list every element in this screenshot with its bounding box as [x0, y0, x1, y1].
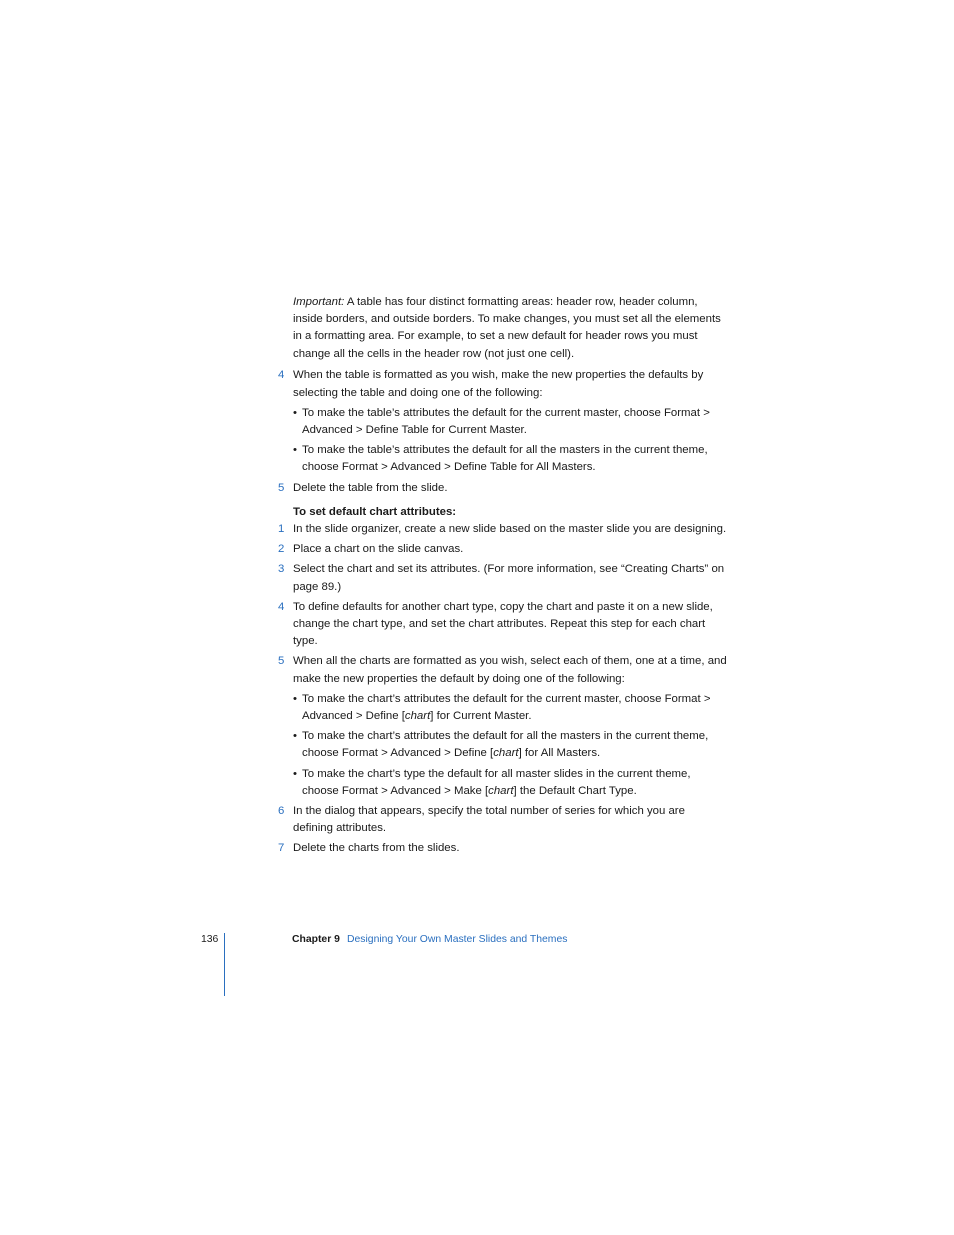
bullet-text: choose Format > Advanced > Define Table for All Masters.: [302, 461, 596, 473]
step-text: Delete the table from the slide.: [293, 482, 448, 494]
step-number: 3: [278, 563, 285, 575]
bullet-text: ] for All Masters.: [518, 747, 601, 759]
step-number: 1: [278, 523, 285, 535]
step-number: 6: [278, 805, 285, 817]
bullet-mark: •: [293, 693, 297, 705]
bullet-text: ] the Default Chart Type.: [513, 785, 637, 797]
important-line: A table has four distinct formatting areas: header row, header column,: [344, 296, 698, 308]
step-text: page 89.): [293, 581, 342, 593]
step-number: 2: [278, 543, 285, 555]
step-number: 5: [278, 655, 285, 667]
chart-placeholder: chart: [493, 747, 519, 759]
footer-divider: [224, 933, 225, 996]
step-number: 4: [278, 369, 285, 381]
step-text: Delete the charts from the slides.: [293, 842, 460, 854]
chart-placeholder: chart: [404, 710, 431, 722]
bullet-mark: •: [293, 407, 297, 419]
bullet-text: Advanced > Define [: [302, 710, 405, 722]
important-line: in a formatting area. For example, to set a new default for header rows you must: [293, 330, 698, 342]
step-text: selecting the table and doing one of the following:: [293, 387, 543, 399]
page-number: 136: [201, 934, 219, 945]
bullet-text: ] for Current Master.: [430, 710, 532, 722]
important-label: Important:: [293, 296, 345, 308]
step-number: 7: [278, 842, 285, 854]
bullet-text: To make the chart’s type the default for all master slides in the current theme,: [302, 768, 691, 780]
step-text: Place a chart on the slide canvas.: [293, 543, 464, 555]
step-text: make the new properties the default by doing one of the following:: [293, 673, 625, 685]
step-text: When the table is formatted as you wish, make the new properties the defaults by: [293, 369, 704, 381]
important-line: inside borders, and outside borders. To make changes, you must set all the elements: [293, 313, 721, 325]
bullet-text: choose Format > Advanced > Define [: [302, 747, 494, 759]
chart-placeholder: chart: [488, 785, 514, 797]
bullet-text: To make the table’s attributes the default for the current master, choose Format >: [302, 407, 710, 419]
bullet-mark: •: [293, 768, 297, 780]
step-text: defining attributes.: [293, 822, 387, 834]
chapter-label: Chapter 9: [292, 934, 340, 945]
step-number: 5: [278, 482, 285, 494]
bullet-mark: •: [293, 730, 297, 742]
step-text: change the chart type, and set the chart attributes. Repeat this step for each chart: [293, 618, 706, 630]
step-text: Select the chart and set its attributes. (For more information, see “Creating Charts” on: [293, 563, 725, 575]
step-text: In the slide organizer, create a new slide based on the master slide you are designing.: [293, 523, 727, 535]
step-text: In the dialog that appears, specify the total number of series for which you are: [293, 805, 685, 817]
bullet-mark: •: [293, 444, 297, 456]
step-text: type.: [293, 635, 318, 647]
important-line: change all the cells in the header row (not just one cell).: [293, 348, 575, 360]
bullet-text: Advanced > Define Table for Current Master.: [302, 424, 527, 436]
bullet-text: To make the table’s attributes the default for all the masters in the current theme,: [302, 444, 708, 456]
chapter-title: Designing Your Own Master Slides and Themes: [347, 934, 568, 945]
bullet-text: To make the chart’s attributes the default for the current master, choose Format >: [302, 693, 711, 705]
step-text: When all the charts are formatted as you wish, select each of them, one at a time, and: [293, 655, 727, 667]
section-heading: To set default chart attributes:: [293, 506, 457, 518]
bullet-text: choose Format > Advanced > Make [: [302, 785, 489, 797]
bullet-text: To make the chart’s attributes the default for all the masters in the current theme,: [302, 730, 709, 742]
step-text: To define defaults for another chart type, copy the chart and paste it on a new slide,: [293, 601, 713, 613]
step-number: 4: [278, 601, 285, 613]
